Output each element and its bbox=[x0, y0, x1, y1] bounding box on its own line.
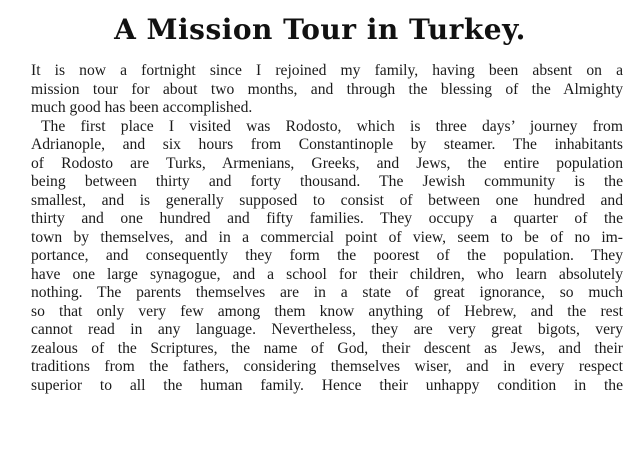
text-line: traditions from the fathers, considering themselves wiser, and in every respect bbox=[31, 358, 623, 375]
text-line: town by themselves, and in a commercial point of view, seem to be of no im- bbox=[31, 228, 623, 246]
paragraph-1 bbox=[31, 62, 623, 118]
text-line: of Rodosto are Turks, Armenians, Greeks, and Jews, the entire population bbox=[31, 154, 623, 172]
text-line: superior to all the human family. Hence their unhappy condition in the bbox=[31, 376, 623, 394]
text-line: nothing. The parents themselves are in a state of great ignorance, so much bbox=[31, 284, 623, 301]
text-line: zealous of the Scriptures, the name of God, their descent as Jews, and their bbox=[31, 339, 623, 357]
text-line: cannot read in any language. Nevertheless, they are very great bigots, very bbox=[31, 321, 623, 338]
paragraph-2 bbox=[31, 118, 623, 396]
text-line: smallest, and is generally supposed to consist of between one hundred and bbox=[31, 191, 623, 209]
text-line: The first place I visited was Rodosto, which is three days’ journey from bbox=[41, 117, 623, 135]
article-title: A Mission Tour in Turkey. bbox=[114, 13, 526, 46]
text-line: have one large synagogue, and a school for their children, who learn absolutely bbox=[31, 265, 623, 283]
text-line: Adrianople, and six hours from Constantinople by steamer. The inhabitants bbox=[31, 136, 623, 153]
text-line: much good has been accomplished. bbox=[31, 99, 253, 116]
article-body bbox=[31, 62, 623, 395]
text-line: It is now a fortnight since I rejoined my family, having been absent on a bbox=[31, 62, 623, 79]
text-line: portance, and consequently they form the poorest of the population. They bbox=[31, 247, 623, 264]
text-line: thirty and one hundred and fifty families. They occupy a quarter of the bbox=[31, 210, 623, 227]
text-line: so that only very few among them know anything of Hebrew, and the rest bbox=[31, 302, 623, 320]
text-line: being between thirty and forty thousand. The Jewish community is the bbox=[31, 173, 623, 190]
text-line: mission tour for about two months, and through the blessing of the Almighty bbox=[31, 80, 623, 98]
